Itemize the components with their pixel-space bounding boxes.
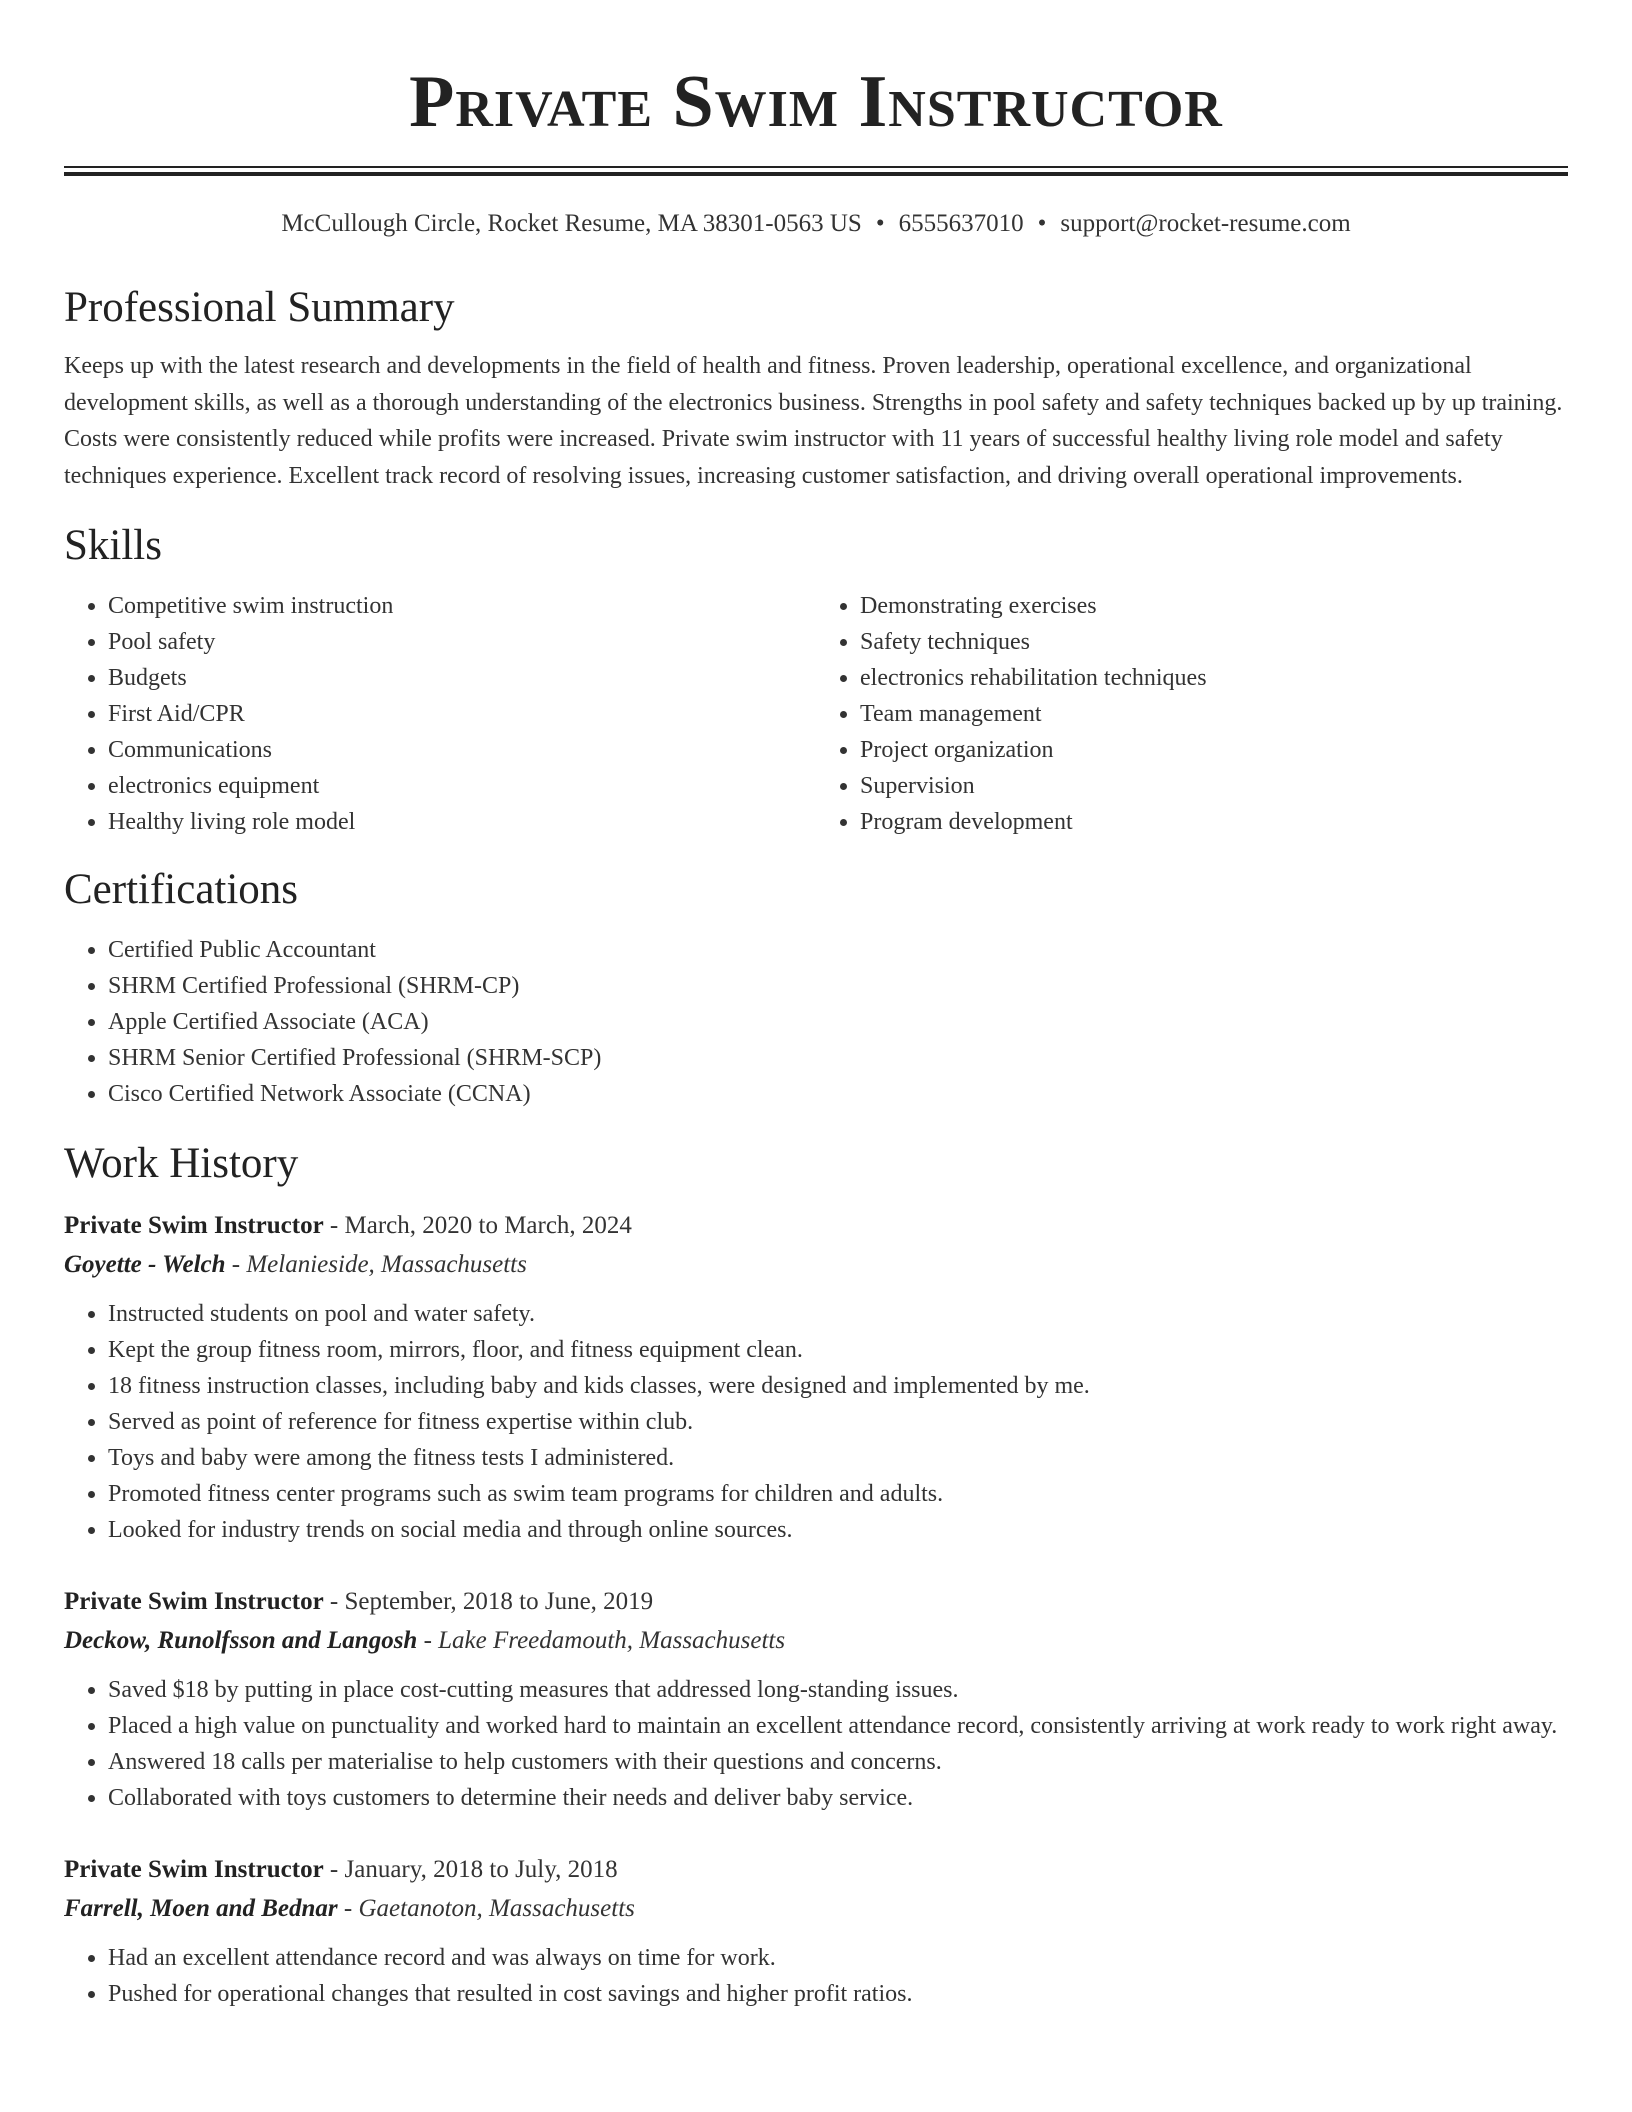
skill-item: • Competitive swim instruction — [108, 588, 816, 624]
job-location: - Lake Freedamouth, Massachusetts — [417, 1627, 786, 1654]
job-bullet: • Collaborated with toys customers to determine their needs and deliver baby service. — [108, 1780, 1568, 1816]
job-title-line — [64, 1206, 1568, 1245]
skill-item: • Safety techniques — [860, 624, 1568, 660]
job-bullet: • Saved $18 by putting in place cost-cutting measures that addressed long-standing issues. — [108, 1672, 1568, 1708]
job-title: Private Swim Instructor — [64, 1212, 324, 1239]
job-entry — [64, 1206, 1568, 1548]
contact-line — [64, 208, 1568, 240]
skill-item: • Supervision — [860, 768, 1568, 804]
job-bullet: • Looked for industry trends on social media and through online sources. — [108, 1512, 1568, 1548]
contact-separator: • — [1037, 210, 1047, 237]
resume-page — [64, 0, 1568, 2012]
skills-heading: Skills — [64, 522, 162, 569]
job-bullet: • Instructed students on pool and water safety. — [108, 1296, 1568, 1332]
job-title-line — [64, 1582, 1568, 1621]
job-location: - Melanieside, Massachusetts — [225, 1251, 527, 1278]
skill-item: • electronics rehabilitation techniques — [860, 660, 1568, 696]
skill-item: • Team management — [860, 696, 1568, 732]
skills-list-right — [816, 588, 1568, 840]
job-bullet: • Kept the group fitness room, mirrors, floor, and fitness equipment clean. — [108, 1332, 1568, 1368]
skill-item: • Communications — [108, 732, 816, 768]
job-company-line — [64, 1245, 1568, 1284]
skills-list-left — [64, 588, 816, 840]
certification-item: • Certified Public Accountant — [108, 932, 1568, 968]
job-company-line — [64, 1621, 1568, 1660]
job-dates: - January, 2018 to July, 2018 — [323, 1856, 618, 1883]
skills-columns — [64, 588, 1568, 840]
contact-address: McCullough Circle, Rocket Resume, MA 38301-0563 US — [281, 210, 862, 237]
contact-separator: • — [875, 210, 885, 237]
job-bullet: • Placed a high value on punctuality and worked hard to maintain an excellent attendance record, consistently arriving at work ready to work right away. — [108, 1708, 1568, 1744]
resume-name: Private Swim Instructor — [409, 61, 1223, 143]
skill-item: • Pool safety — [108, 624, 816, 660]
certification-item: • Apple Certified Associate (ACA) — [108, 1004, 1568, 1040]
job-company: Goyette - Welch — [64, 1251, 226, 1278]
certification-item: • SHRM Certified Professional (SHRM-CP) — [108, 968, 1568, 1004]
skill-item: • Program development — [860, 804, 1568, 840]
job-bullets — [64, 1672, 1568, 1816]
contact-phone: 6555637010 — [898, 210, 1024, 237]
job-bullet: • Promoted fitness center programs such as swim team programs for children and adults. — [108, 1476, 1568, 1512]
summary-text: Keeps up with the latest research and developments in the field of health and fitness. Proven leadership, operational excellence, and organizational development skills, as well as a thorough understanding of the electronics business. Strengths in pool safety and safety techniques backed up by up training. Costs were consistently reduced while profits were increased. Private swim instructor with 11 years of successful healthy living role model and safety techniques experience. Excellent track record of resolving issues, increasing customer satisfaction, and driving overall operational improvements. — [64, 353, 1563, 489]
summary-heading: Professional Summary — [64, 284, 455, 331]
job-bullet: • Pushed for operational changes that resulted in cost savings and higher profit ratios. — [108, 1976, 1568, 2012]
job-entry — [64, 1582, 1568, 1816]
job-bullet: • Answered 18 calls per materialise to help customers with their questions and concerns. — [108, 1744, 1568, 1780]
skill-item: • Demonstrating exercises — [860, 588, 1568, 624]
job-bullet: • Served as point of reference for fitness expertise within club. — [108, 1404, 1568, 1440]
job-title-line — [64, 1850, 1568, 1889]
job-dates: - March, 2020 to March, 2024 — [323, 1212, 632, 1239]
skill-item: • Healthy living role model — [108, 804, 816, 840]
skill-item: • Budgets — [108, 660, 816, 696]
certifications-list — [64, 932, 1568, 1112]
job-company-line — [64, 1889, 1568, 1928]
job-entry — [64, 1850, 1568, 2012]
job-bullets — [64, 1296, 1568, 1548]
header-divider — [64, 166, 1568, 176]
certification-item: • Cisco Certified Network Associate (CCNA) — [108, 1076, 1568, 1112]
job-bullet: • Toys and baby were among the fitness tests I administered. — [108, 1440, 1568, 1476]
certifications-heading: Certifications — [64, 866, 299, 913]
job-bullet: • 18 fitness instruction classes, including baby and kids classes, were designed and implemented by me. — [108, 1368, 1568, 1404]
job-location: - Gaetanoton, Massachusetts — [337, 1895, 635, 1922]
job-bullet: • Had an excellent attendance record and was always on time for work. — [108, 1940, 1568, 1976]
job-company: Deckow, Runolfsson and Langosh — [64, 1627, 418, 1654]
skill-item: • electronics equipment — [108, 768, 816, 804]
certification-item: • SHRM Senior Certified Professional (SHRM-SCP) — [108, 1040, 1568, 1076]
job-company: Farrell, Moen and Bednar — [64, 1895, 338, 1922]
contact-email: support@rocket-resume.com — [1060, 210, 1351, 237]
job-title: Private Swim Instructor — [64, 1588, 324, 1615]
job-title: Private Swim Instructor — [64, 1856, 324, 1883]
skill-item: • First Aid/CPR — [108, 696, 816, 732]
skill-item: • Project organization — [860, 732, 1568, 768]
job-dates: - September, 2018 to June, 2019 — [323, 1588, 654, 1615]
job-bullets — [64, 1940, 1568, 2012]
work-history-heading: Work History — [64, 1140, 299, 1187]
